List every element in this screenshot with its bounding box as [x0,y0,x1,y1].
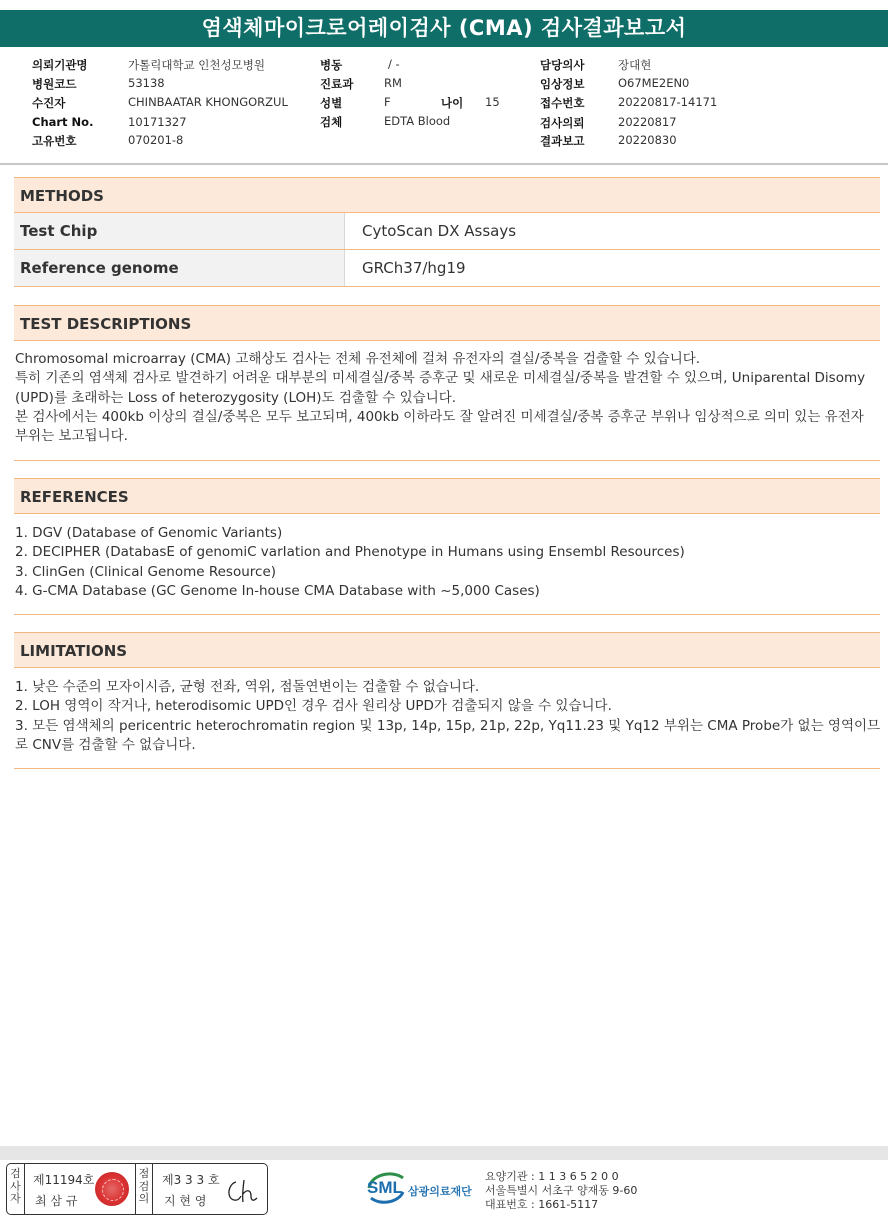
info-label: 병원코드 [32,77,77,91]
inspector-label: 검사자 [7,1164,25,1214]
info-value: 가톨릭대학교 인천성모병원 [128,58,265,72]
info-value: 53138 [128,76,165,90]
info-value: 20220817 [618,115,677,129]
patient-info-block [0,55,888,158]
methods-row-test-chip [14,213,880,250]
info-label: 수진자 [32,96,66,110]
info-label: 결과보고 [540,134,585,148]
info-label: 진료과 [320,77,354,91]
description-paragraph: 본 검사에서는 400kb 이상의 결실/중복은 모두 보고되며, 400kb 이하라도 잘 알려진 미세결실/중복 증후군 부위나 임상적으로 의미 있는 유전자 부위는 보고됩니다. [15,408,864,445]
footer-address [485,1170,637,1212]
section-divider [14,460,880,461]
info-label: 고유번호 [32,134,77,148]
info-value: / - [388,57,400,71]
inspector-name: 최 삼 규 [35,1194,78,1208]
report-title: 염색체마이크로어레이검사 (CMA) 검사결과보고서 [0,10,888,47]
info-value: 10171327 [128,115,187,129]
reference-item: 1. DGV (Database of Genomic Variants) [15,525,283,541]
info-label: 접수번호 [540,96,585,110]
sml-logo-text: SML [367,1178,403,1197]
inspector-license-no: 제11194호 [33,1173,95,1187]
section-divider [14,768,880,769]
info-value: CHINBAATAR KHONGORZUL [128,95,288,109]
info-label: 검사의뢰 [540,116,585,130]
limitation-item: 1. 낮은 수준의 모자이시즘, 균형 전좌, 역위, 점돌연변이는 검출할 수 없습니다. [15,679,480,695]
methods-row-reference-genome [14,250,880,287]
info-label: 임상정보 [540,77,585,91]
info-value: F [384,95,391,109]
info-value: 15 [485,95,500,109]
footer-line: 서울특별시 서초구 양재동 9-60 [485,1184,638,1197]
info-value: RM [384,76,402,90]
references-list [15,524,881,601]
verifier-name: 지 현 영 [164,1194,207,1208]
test-descriptions-body [15,350,881,446]
header-divider [0,163,888,165]
references-heading: REFERENCES [14,478,880,514]
limitation-item: 3. 모든 염색체의 pericentric heterochromatin region 및 13p, 14p, 15p, 21p, 22p, Yq11.23 및 Yq12 부위는 CMA Probe가 없는 영역이므로 CNV를 검출할 수 없습니다. [15,717,881,753]
sml-org-name: 삼광의료재단 [408,1185,472,1198]
info-value: 20220817-14171 [618,95,718,109]
info-label: 성별 [320,96,343,110]
info-value: 20220830 [618,133,677,147]
footer-line: 요양기관 : 1 1 3 6 5 2 0 0 [485,1170,619,1183]
limitation-item: 2. LOH 영역이 작거나, heterodisomic UPD인 경우 검사 원리상 UPD가 검출되지 않을 수 있습니다. [15,698,612,715]
info-label: 담당의사 [540,58,585,72]
verifier-label: 점검의 [135,1164,153,1214]
section-divider [14,614,880,615]
sml-logo [365,1168,505,1208]
footer-line: 대표번호 : 1661-5117 [485,1198,599,1211]
info-value: 장대현 [618,58,652,72]
reference-item: 4. G-CMA Database (GC Genome In-house CMA Database with ~5,000 Cases) [15,582,540,599]
limitations-heading: LIMITATIONS [14,632,880,668]
signature-icon [222,1176,262,1206]
methods-heading: METHODS [14,177,880,213]
info-label: 병동 [320,58,343,72]
verifier-license-no: 제3 3 3 호 [162,1173,220,1187]
methods-key: Test Chip [14,213,345,249]
info-value: EDTA Blood [384,114,451,128]
methods-value: CytoScan DX Assays [362,222,517,240]
description-paragraph: 특히 기존의 염색체 검사로 발견하기 어려운 대부분의 미세결실/중복 증후군 및 새로운 미세결실/중복을 발견할 수 있으며, Uniparental Disomy (UPD)를 초래하는 Loss of heterozygosity (LOH)도 검출할 수 있습니다. [15,370,866,406]
info-value: 070201-8 [128,133,184,147]
reference-item: 2. DECIPHER (DatabasE of genomiC varIation and Phenotype in Humans using Ensembl Resources) [15,544,685,561]
methods-key: Reference genome [14,250,345,286]
seal-stamp-icon [95,1172,129,1206]
footer-band [0,1146,888,1160]
info-value: O67ME2EN0 [618,76,690,90]
limitations-list [15,678,881,755]
description-paragraph: Chromosomal microarray (CMA) 고해상도 검사는 전체 유전체에 걸쳐 유전자의 결실/중복을 검출할 수 있습니다. [15,351,701,367]
test-descriptions-heading: TEST DESCRIPTIONS [14,305,880,341]
info-label: 검체 [320,115,343,129]
signature-box [6,1163,268,1215]
info-label: 나이 [441,96,464,110]
methods-value: GRCh37/hg19 [362,259,466,277]
info-label: Chart No. [32,115,94,129]
info-label: 의뢰기관명 [32,58,88,72]
reference-item: 3. ClinGen (Clinical Genome Resource) [15,563,277,580]
